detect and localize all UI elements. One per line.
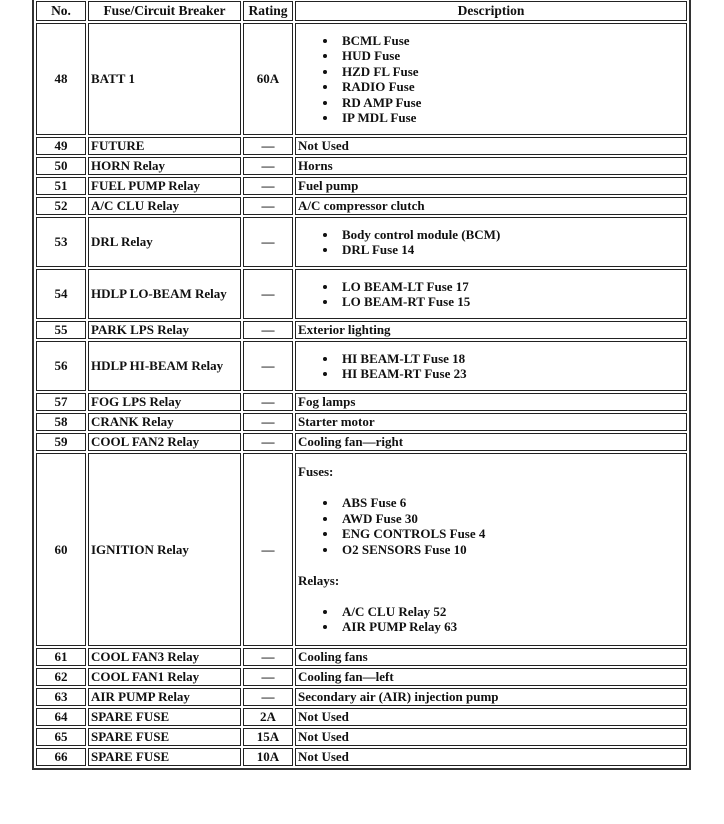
fuse-name: BATT 1	[88, 23, 241, 135]
table-row	[36, 177, 687, 195]
fuse-rating: —	[243, 321, 293, 339]
bullet-list	[298, 227, 684, 258]
fuse-name: A/C CLU Relay	[88, 197, 241, 215]
bullet-list	[298, 33, 684, 126]
list-item: • LO BEAM-RT Fuse 15	[338, 294, 684, 310]
fuse-number: 62	[36, 668, 86, 686]
fuse-description	[295, 341, 687, 391]
table-row	[36, 393, 687, 411]
fuse-name: SPARE FUSE	[88, 748, 241, 766]
fuse-rating: 2A	[243, 708, 293, 726]
group-heading: Relays:	[298, 572, 340, 588]
fuse-rating: —	[243, 393, 293, 411]
fuse-description: Not Used	[295, 728, 687, 746]
fuse-name: PARK LPS Relay	[88, 321, 241, 339]
table-row	[36, 668, 687, 686]
list-item: • IP MDL Fuse	[338, 110, 684, 126]
fuse-name: IGNITION Relay	[88, 453, 241, 646]
fuse-number: 64	[36, 708, 86, 726]
fuse-description: Not Used	[295, 708, 687, 726]
table-row	[36, 197, 687, 215]
list-item: • LO BEAM-LT Fuse 17	[338, 279, 684, 295]
bullet-list	[298, 604, 684, 635]
bullet-list	[298, 279, 684, 310]
fuse-rating: —	[243, 413, 293, 431]
fuse-number: 49	[36, 137, 86, 155]
fuse-name: CRANK Relay	[88, 413, 241, 431]
fuse-description: Cooling fan—right	[295, 433, 687, 451]
fuse-number: 59	[36, 433, 86, 451]
list-item: • AIR PUMP Relay 63	[338, 619, 684, 635]
fuse-rating: —	[243, 433, 293, 451]
table-row	[36, 413, 687, 431]
fuse-rating: —	[243, 341, 293, 391]
fuse-description	[295, 23, 687, 135]
table-row	[36, 688, 687, 706]
fuse-rating: —	[243, 157, 293, 175]
list-item: • AWD Fuse 30	[338, 511, 684, 527]
fuse-number: 50	[36, 157, 86, 175]
fuse-rating: —	[243, 648, 293, 666]
fuse-rating: 10A	[243, 748, 293, 766]
table-row	[36, 157, 687, 175]
spacer	[298, 480, 684, 496]
fuse-description: Fuel pump	[295, 177, 687, 195]
fuse-description: Fog lamps	[295, 393, 687, 411]
fuse-name: DRL Relay	[88, 217, 241, 267]
fuse-number: 57	[36, 393, 86, 411]
table-row	[36, 453, 687, 646]
fuse-number: 61	[36, 648, 86, 666]
list-item: • O2 SENSORS Fuse 10	[338, 542, 684, 558]
fuse-rating: —	[243, 668, 293, 686]
fuse-number: 55	[36, 321, 86, 339]
header-no: No.	[36, 1, 86, 21]
fuse-name: COOL FAN2 Relay	[88, 433, 241, 451]
fuse-name: SPARE FUSE	[88, 728, 241, 746]
fuse-number: 53	[36, 217, 86, 267]
fuse-name: COOL FAN3 Relay	[88, 648, 241, 666]
list-item: • ABS Fuse 6	[338, 495, 684, 511]
fuse-number: 60	[36, 453, 86, 646]
fuse-number: 51	[36, 177, 86, 195]
bullet-list	[298, 495, 684, 557]
table-row	[36, 341, 687, 391]
list-item: • DRL Fuse 14	[338, 242, 684, 258]
list-item: • HI BEAM-LT Fuse 18	[338, 351, 684, 367]
table-row	[36, 269, 687, 319]
fuse-name: SPARE FUSE	[88, 708, 241, 726]
fuse-table	[32, 0, 691, 770]
list-item: • HZD FL Fuse	[338, 64, 684, 80]
fuse-description	[295, 453, 687, 646]
table-row	[36, 708, 687, 726]
fuse-rating: —	[243, 197, 293, 215]
fuse-description: Not Used	[295, 137, 687, 155]
fuse-name: HDLP HI-BEAM Relay	[88, 341, 241, 391]
fuse-rating: —	[243, 137, 293, 155]
fuse-rating: —	[243, 453, 293, 646]
fuse-name: AIR PUMP Relay	[88, 688, 241, 706]
fuse-name: HDLP LO-BEAM Relay	[88, 269, 241, 319]
fuse-number: 54	[36, 269, 86, 319]
table-row	[36, 217, 687, 267]
fuse-description: Secondary air (AIR) injection pump	[295, 688, 687, 706]
list-item: • HI BEAM-RT Fuse 23	[338, 366, 684, 382]
fuse-name: FUEL PUMP Relay	[88, 177, 241, 195]
fuse-description: Cooling fans	[295, 648, 687, 666]
fuse-name: FUTURE	[88, 137, 241, 155]
fuse-name: FOG LPS Relay	[88, 393, 241, 411]
table-row	[36, 137, 687, 155]
fuse-description: Not Used	[295, 748, 687, 766]
fuse-number: 66	[36, 748, 86, 766]
header-row	[36, 1, 687, 21]
fuse-number: 48	[36, 23, 86, 135]
list-item: • ENG CONTROLS Fuse 4	[338, 526, 684, 542]
fuse-rating: —	[243, 217, 293, 267]
fuse-name: COOL FAN1 Relay	[88, 668, 241, 686]
fuse-rating: —	[243, 688, 293, 706]
list-item: • A/C CLU Relay 52	[338, 604, 684, 620]
fuse-name: HORN Relay	[88, 157, 241, 175]
header-description: Description	[295, 1, 687, 21]
fuse-description: A/C compressor clutch	[295, 197, 687, 215]
fuse-description: Starter motor	[295, 413, 687, 431]
table-row	[36, 23, 687, 135]
group-heading: Fuses:	[298, 464, 334, 480]
bullet-list	[298, 351, 684, 382]
fuse-rating: 60A	[243, 23, 293, 135]
fuse-number: 58	[36, 413, 86, 431]
fuse-number: 63	[36, 688, 86, 706]
fuse-description	[295, 217, 687, 267]
table-row	[36, 748, 687, 766]
fuse-number: 56	[36, 341, 86, 391]
table-row	[36, 728, 687, 746]
fuse-rating: —	[243, 177, 293, 195]
fuse-description: Exterior lighting	[295, 321, 687, 339]
list-item: • RD AMP Fuse	[338, 95, 684, 111]
table-row	[36, 648, 687, 666]
list-item: • BCML Fuse	[338, 33, 684, 49]
fuse-description	[295, 269, 687, 319]
header-fuse: Fuse/Circuit Breaker	[88, 1, 241, 21]
list-item: • HUD Fuse	[338, 48, 684, 64]
header-rating: Rating	[243, 1, 293, 21]
fuse-number: 65	[36, 728, 86, 746]
fuse-rating: 15A	[243, 728, 293, 746]
fuse-description: Horns	[295, 157, 687, 175]
fuse-rating: —	[243, 269, 293, 319]
list-item: • Body control module (BCM)	[338, 227, 684, 243]
table-row	[36, 433, 687, 451]
table-row	[36, 321, 687, 339]
spacer	[298, 588, 684, 604]
fuse-number: 52	[36, 197, 86, 215]
list-item: • RADIO Fuse	[338, 79, 684, 95]
fuse-description: Cooling fan—left	[295, 668, 687, 686]
spacer	[298, 557, 684, 573]
